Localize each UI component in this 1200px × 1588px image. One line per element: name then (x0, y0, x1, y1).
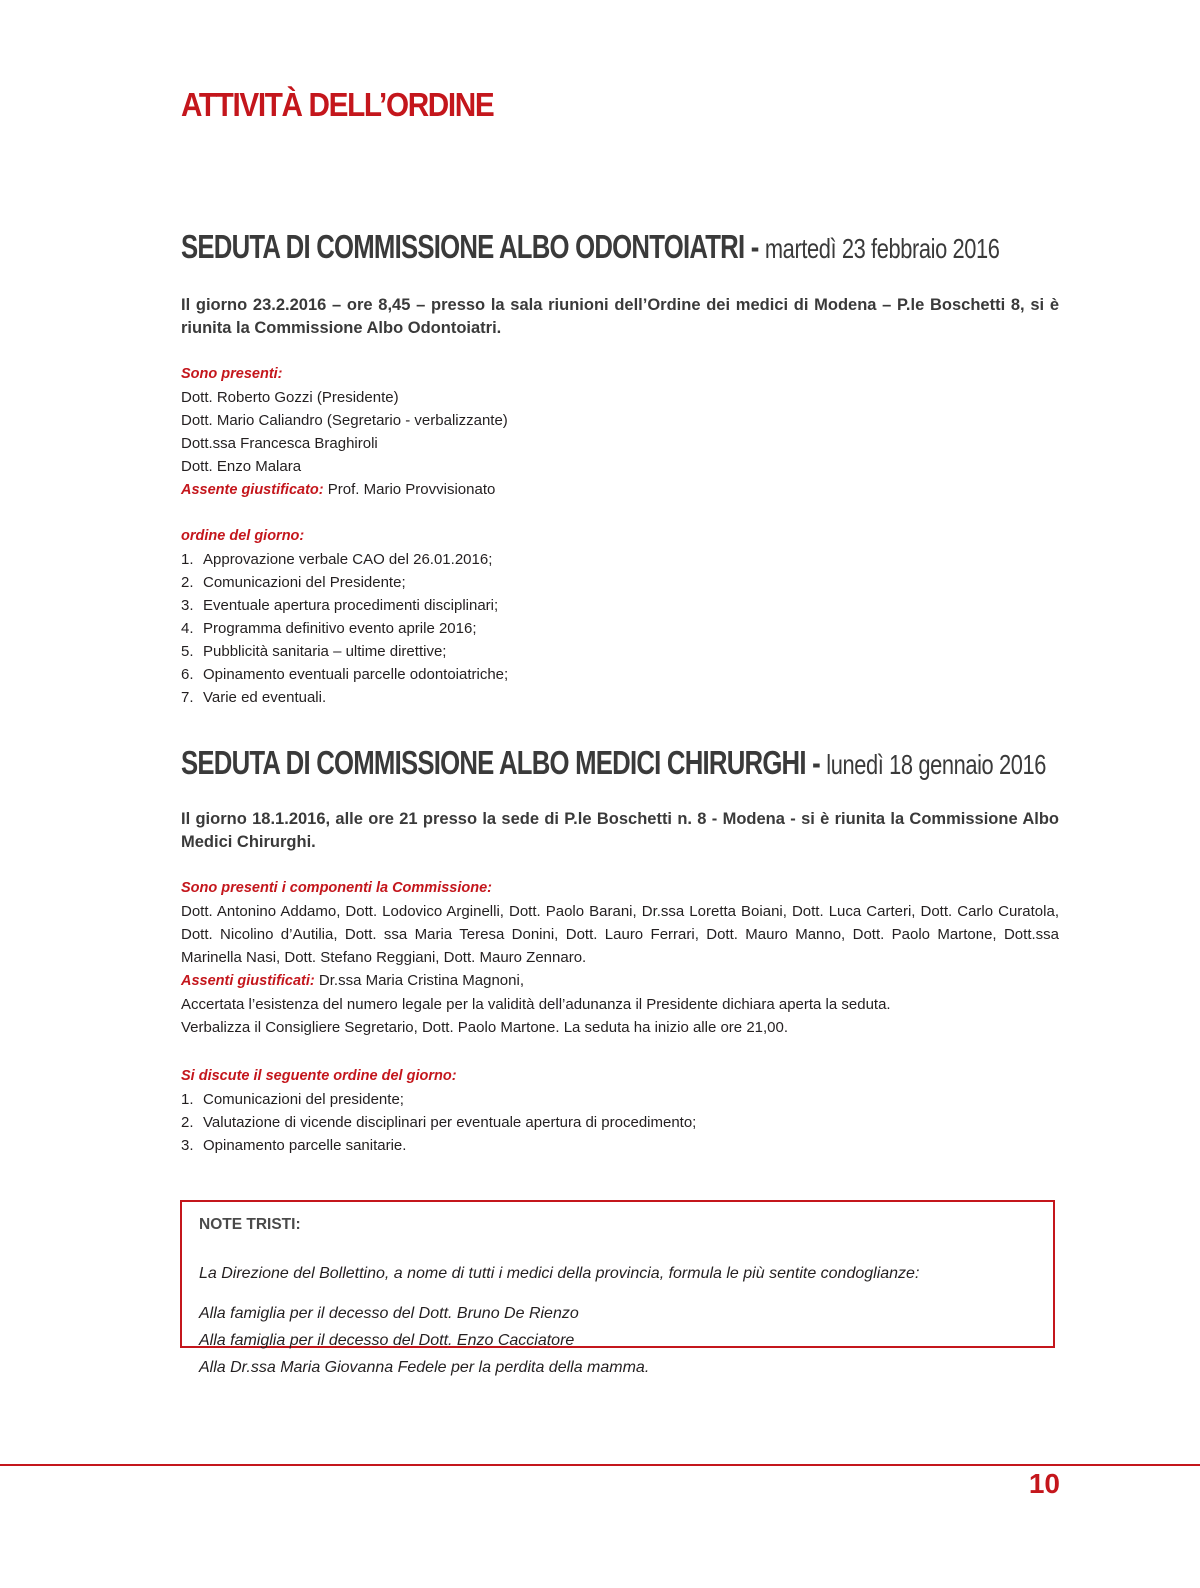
notes-title: NOTE TRISTI: (199, 1216, 301, 1233)
condolence-line: Alla famiglia per il decesso del Dott. Enzo Cacciatore (199, 1332, 575, 1349)
section-date: martedì 23 febbraio 2016 (764, 233, 1000, 264)
agenda-item: 5. Pubblicità sanitaria – ultime direttive; (181, 643, 447, 660)
present-member: Dott.ssa Francesca Braghiroli (181, 435, 378, 452)
present-label: Sono presenti: (181, 366, 283, 382)
section-date: lunedì 18 gennaio 2016 (826, 749, 1047, 780)
agenda-item: 2. Comunicazioni del Presidente; (181, 574, 406, 591)
agenda-item: 6. Opinamento eventuali parcelle odontoiatriche; (181, 666, 509, 683)
section-intro: Il giorno 23.2.2016 – ore 8,45 – presso la sala riunioni dell’Ordine dei medici di Modena – P.le Boschetti 8, si è riunita la Commissione Albo Odontoiatri. (181, 296, 1059, 337)
section-title-text: SEDUTA DI COMMISSIONE ALBO ODONTOIATRI - (181, 228, 765, 265)
absent-label: Assente giustificato: (181, 482, 324, 498)
present-member: Dott. Roberto Gozzi (Presidente) (181, 389, 399, 406)
agenda-label: ordine del giorno: (181, 528, 305, 544)
agenda-item: 1. Approvazione verbale CAO del 26.01.2016; (181, 551, 493, 568)
present-member: Dott. Mario Caliandro (Segretario - verbalizzante) (181, 412, 508, 429)
notes-box (180, 1200, 1055, 1376)
agenda-item: 3. Opinamento parcelle sanitarie. (181, 1137, 407, 1154)
agenda-item: 1. Comunicazioni del presidente; (181, 1091, 404, 1108)
present-label: Sono presenti i componenti la Commissione: (181, 880, 492, 896)
notes-lines (199, 1300, 649, 1381)
page-header-title: ATTIVITÀ DELL’ORDINE (181, 86, 494, 123)
agenda-item: 4. Programma definitivo evento aprile 2016; (181, 620, 477, 637)
agenda-block (181, 1065, 1059, 1157)
page-number: 10 (1028, 1468, 1060, 1499)
section-title-medici-chirurghi (181, 744, 1059, 782)
section-title-odontoiatri (181, 228, 1059, 266)
absent-member: Dr.ssa Maria Cristina Magnoni, (314, 972, 524, 989)
condolence-line: Alla famiglia per il decesso del Dott. Bruno De Rienzo (199, 1305, 579, 1322)
agenda-item: 3. Eventuale apertura procedimenti disciplinari; (181, 597, 499, 614)
condolence-line: Alla Dr.ssa Maria Giovanna Fedele per la perdita della mamma. (199, 1359, 650, 1376)
footer-divider (0, 1464, 1200, 1466)
agenda-list (181, 548, 1059, 709)
section-title-text: SEDUTA DI COMMISSIONE ALBO MEDICI CHIRURGHI - (181, 744, 827, 781)
absent-member: Prof. Mario Provvisionato (323, 481, 496, 498)
attendance-block (181, 363, 1059, 502)
present-member: Dott. Enzo Malara (181, 458, 302, 475)
agenda-block (181, 525, 1059, 709)
agenda-label: Si discute il seguente ordine del giorno: (181, 1068, 457, 1084)
agenda-list (181, 1088, 1059, 1157)
absent-label: Assenti giustificati: (181, 973, 315, 989)
agenda-item: 2. Valutazione di vicende disciplinari per eventuale apertura di procedimento; (181, 1114, 697, 1131)
secretary-note: Verbalizza il Consigliere Segretario, Dott. Paolo Martone. La seduta ha inizio alle ore 21,00. (181, 1019, 789, 1036)
agenda-item: 7. Varie ed eventuali. (181, 689, 327, 706)
quorum-note: Accertata l’esistenza del numero legale per la validità dell’adunanza il Presidente dichiara aperta la seduta. (181, 996, 891, 1013)
attendance-block (181, 877, 1059, 1039)
absent-line (181, 478, 1059, 502)
absent-line (181, 969, 1059, 993)
section-intro: Il giorno 18.1.2016, alle ore 21 presso la sede di P.le Boschetti n. 8 - Modena - si è riunita la Commissione Albo Medici Chirurghi. (181, 810, 1059, 851)
notes-intro: La Direzione del Bollettino, a nome di tutti i medici della provincia, formula le più sentite condoglianze: (199, 1265, 920, 1282)
present-members-text: Dott. Antonino Addamo, Dott. Lodovico Arginelli, Dott. Paolo Barani, Dr.ssa Loretta Boiani, Dott. Luca Carteri, Dott. Carlo Curatola, Dott. Nicolino d’Autilia, Dott. ssa Maria Teresa Donini, Dott. Lauro Ferrari, Dott. Mauro Manno, Dott. Paolo Martone, Dott.ssa Marinella Nasi, Dott. Stefano Reggiani, Dott. Mauro Zennaro. (181, 903, 1059, 966)
